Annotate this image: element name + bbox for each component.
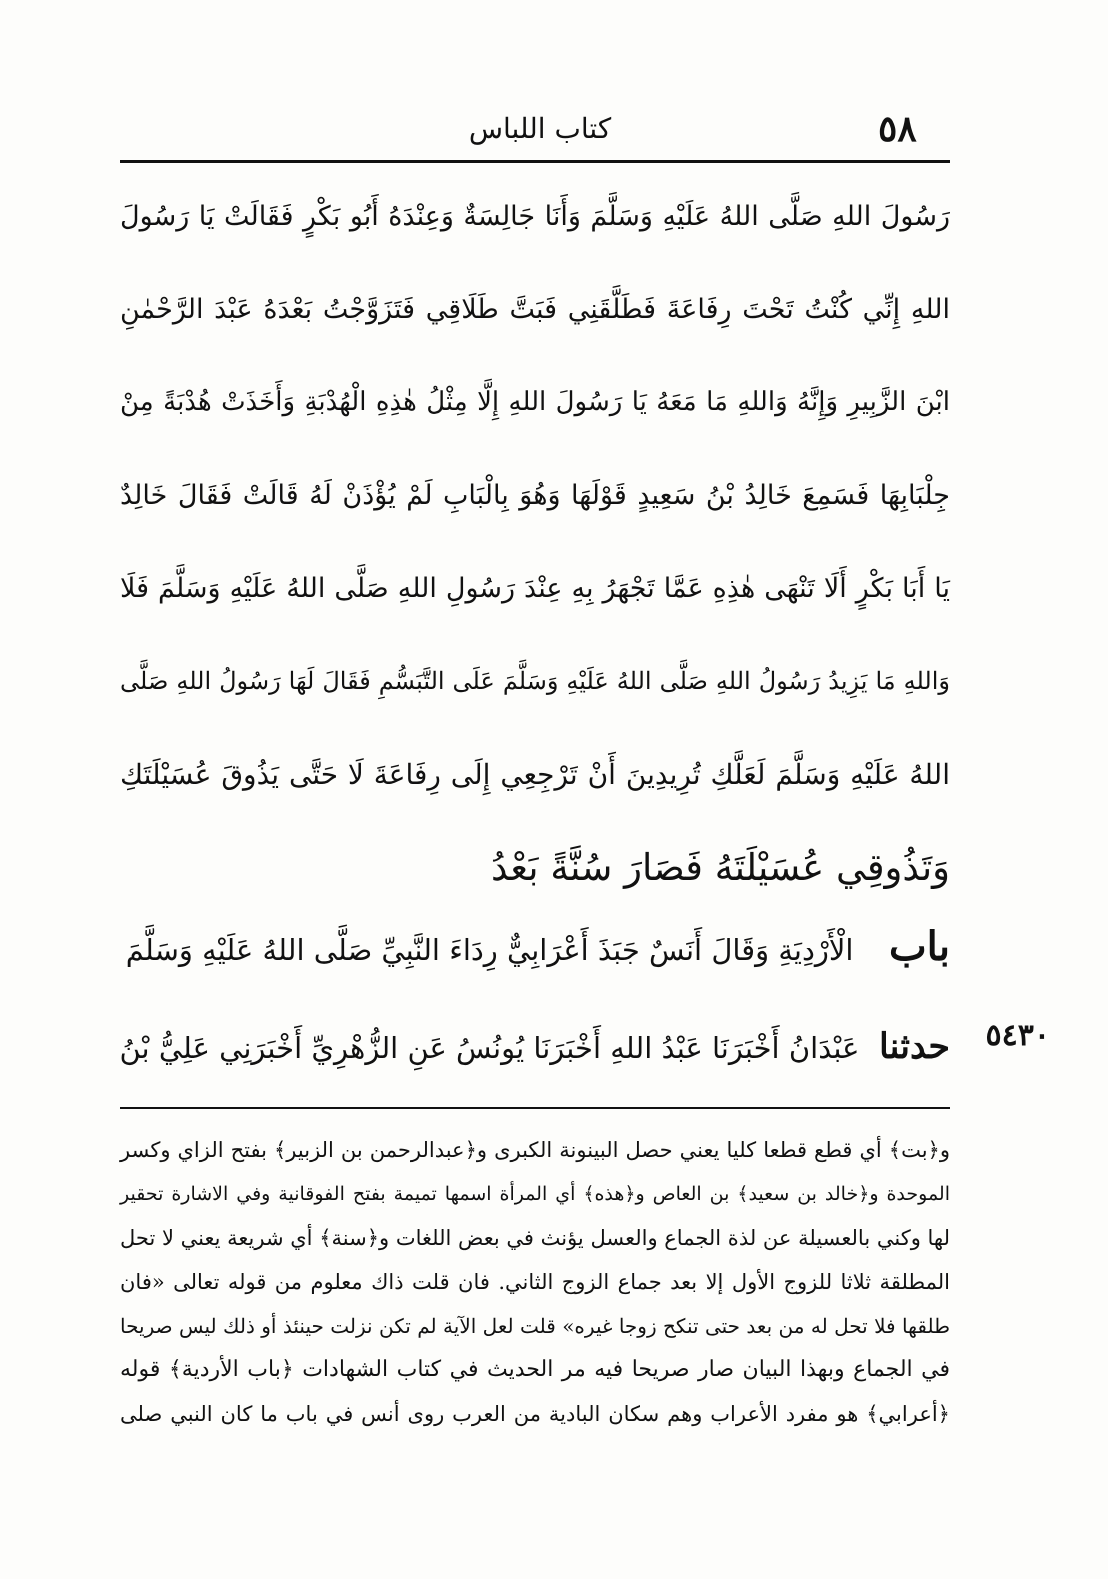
- main-text-line: جِلْبَابِهَا فَسَمِعَ خَالِدُ بْنُ سَعِيدٍ قَوْلَهَا وَهُوَ بِالْبَابِ لَمْ يُؤْذَنْ لَهُ قَالَتْ فَقَالَ خَالِدٌ: [120, 480, 950, 511]
- page-header: [120, 108, 950, 160]
- page-number: ٥٨: [878, 108, 917, 150]
- commentary-notes: [120, 1128, 950, 1436]
- main-text-line: رَسُولَ اللهِ صَلَّى اللهُ عَلَيْهِ وَسَلَّمَ وَأَنَا جَالِسَةٌ وَعِنْدَهُ أَبُو بَكْرٍ فَقَالَتْ يَا رَسُولَ: [120, 201, 950, 232]
- note-line: و﴿بت﴾ أي قطع قطعا كليا يعني حصل البينونة الكبرى و﴿عبدالرحمن بن الزبير﴾ بفتح الزاي وكسر: [120, 1138, 950, 1162]
- main-text-line: وَتَذُوقِي عُسَيْلَتَهُ فَصَارَ سُنَّةً بَعْدُ: [490, 846, 950, 889]
- hadith-label: حدثنا: [879, 1026, 950, 1067]
- note-line: لها وكني بالعسيلة عن لذة الجماع والعسل يؤنث في بعض اللغات و﴿سنة﴾ أي شريعة يعني لا تحل: [120, 1226, 950, 1250]
- main-text-line: اللهِ إِنِّي كُنْتُ تَحْتَ رِفَاعَةَ فَطَلَّقَنِي فَبَتَّ طَلَاقِي فَتَزَوَّجْتُ بَعْدَهُ عَبْدَ الرَّحْمٰنِ: [120, 294, 950, 325]
- notes-divider: [120, 1107, 950, 1109]
- note-line: الموحدة و﴿خالد بن سعيد﴾ بن العاص و﴿هذه﴾ أي المرأة اسمها تميمة بفتح الفوقانية وفي الاشارة تحقير: [120, 1183, 950, 1205]
- hadith-chain: [120, 1012, 950, 1082]
- main-text: [120, 170, 950, 914]
- hadith-text: عَبْدَانُ أَخْبَرَنَا عَبْدُ اللهِ أَخْبَرَنَا يُونُسُ عَنِ الزُّهْرِيِّ أَخْبَرَنِي عَلِيُّ بْنُ: [119, 1031, 860, 1065]
- note-line: في الجماع وبهذا البيان صار صريحا فيه مر الحديث في كتاب الشهادات ﴿باب الأردية﴾ قوله: [120, 1357, 950, 1382]
- main-text-line: وَاللهِ مَا يَزِيدُ رَسُولُ اللهِ صَلَّى اللهُ عَلَيْهِ وَسَلَّمَ عَلَى التَّبَسُّمِ فَقَالَ لَهَا رَسُولُ اللهِ صَلَّى: [120, 667, 950, 695]
- chapter-heading: [120, 912, 950, 982]
- running-title: كتاب اللباس: [468, 112, 612, 145]
- main-text-line: يَا أَبَا بَكْرٍ أَلَا تَنْهَى هٰذِهِ عَمَّا تَجْهَرُ بِهِ عِنْدَ رَسُولِ اللهِ صَلَّى اللهُ عَلَيْهِ وَسَلَّمَ فَلَا: [120, 573, 950, 604]
- note-line: ﴿أعرابي﴾ هو مفرد الأعراب وهم سكان البادية من العرب روى أنس في باب ما كان النبي صلى: [120, 1402, 950, 1426]
- chapter-label: باب: [889, 923, 950, 970]
- hadith-number: ٥٤٣٠: [985, 1018, 1050, 1053]
- main-text-line: اللهُ عَلَيْهِ وَسَلَّمَ لَعَلَّكِ تُرِيدِينَ أَنْ تَرْجِعِي إِلَى رِفَاعَةَ لَا حَتَّى يَذُوقَ عُسَيْلَتَكِ: [120, 758, 950, 791]
- main-text-line: ابْنَ الزَّبِيرِ وَإِنَّهُ وَاللهِ مَا مَعَهُ يَا رَسُولَ اللهِ إِلَّا مِثْلُ هٰذِهِ الْهُدْبَةِ وَأَخَذَتْ هُدْبَةً مِنْ: [120, 387, 950, 417]
- chapter-title: الْأَرْدِيَةِ وَقَالَ أَنَسٌ جَبَذَ أَعْرَابِيٌّ رِدَاءَ النَّبِيِّ صَلَّى اللهُ عَلَيْهِ وَسَلَّمَ: [125, 933, 854, 967]
- note-line: طلقها فلا تحل له من بعد حتى تنكح زوجا غيره» قلت لعل الآية لم تكن نزلت حينئذ أو ذلك ليس صريحا: [120, 1314, 950, 1338]
- note-line: المطلقة ثلاثا للزوج الأول إلا بعد جماع الزوج الثاني. فان قلت ذاك معلوم من قوله تعالى «فان: [120, 1270, 950, 1294]
- header-rule: [120, 160, 950, 163]
